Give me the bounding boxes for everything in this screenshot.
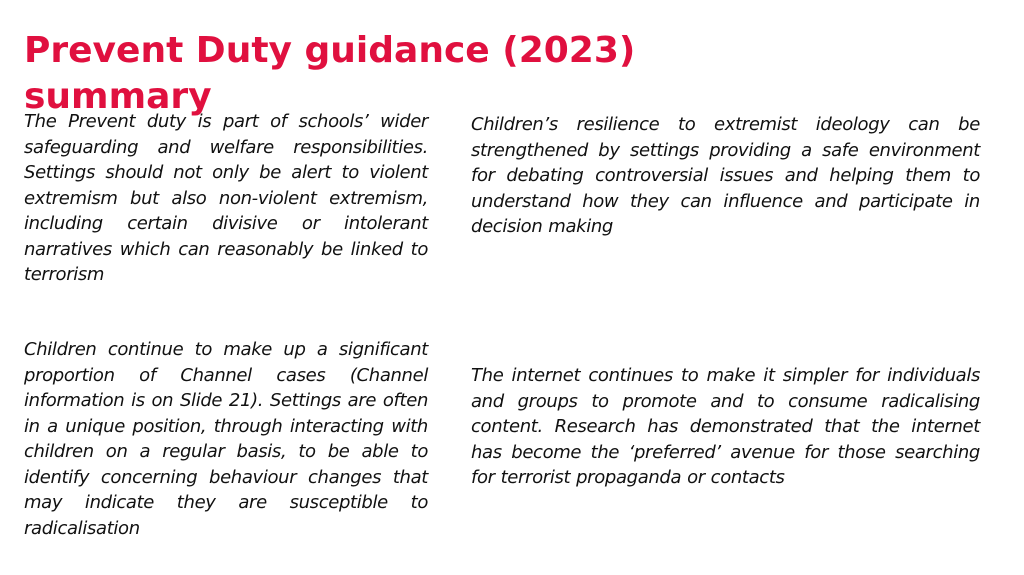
paragraph-prevent-duty-responsibilities: The Prevent duty is part of schools’ wider safeguarding and welfare responsibilities. Settings should not only be alert to violent extremism but also non-violent extremism, including certain divisive or intolerant narratives which can reasonably be linked to terrorism <box>24 111 428 285</box>
paragraph-channel-cases: Children continue to make up a significant proportion of Channel cases (Channel information is on Slide 21). Settings are often in a unique position, through interacting with children on a regular basis, to be able to identify concerning behaviour changes that may indicate they are susceptible to radicalisation <box>24 339 428 539</box>
paragraph-childrens-resilience: Children’s resilience to extremist ideology can be strengthened by settings providing a safe environment for debating controversial issues and helping them to understand how they can influence and participate in decision making <box>471 114 980 237</box>
paragraph-internet-radicalisation: The internet continues to make it simpler for individuals and groups to promote and to consume radicalising content. Research has demonstrated that the internet has become the ‘preferred’ avenue for those searching for terrorist propaganda or contacts <box>471 365 980 488</box>
slide-title: Prevent Duty guidance (2023) summary <box>24 30 636 117</box>
